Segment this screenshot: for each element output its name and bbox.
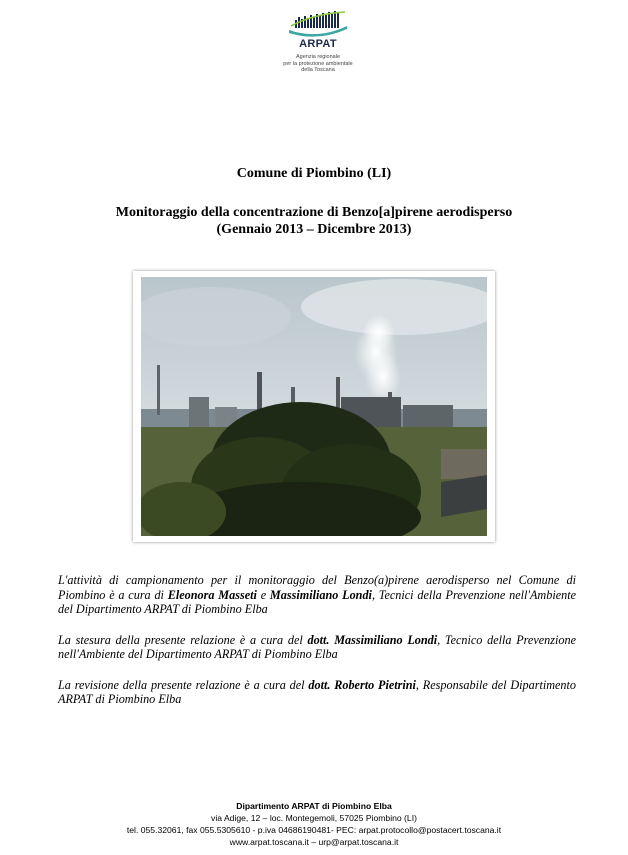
- report-title: Monitoraggio della concentrazione di Benzo[a]pirene aerodisperso: [115, 205, 513, 220]
- credit-name: dott. Roberto Pietrini: [308, 677, 416, 692]
- credits-paragraph-drafting: La stesura della presente relazione è a cura del dott. Massimiliano Londi, Tecnico della Prevenzione nell'Ambiente del Dipartimento ARPAT di Piombino Elba: [58, 632, 576, 661]
- logo-name: ARPAT: [299, 38, 337, 50]
- photo-frame: [133, 271, 495, 542]
- arpat-emblem-icon: [283, 4, 353, 40]
- credits-paragraph-review: La revisione della presente relazione è a cura del dott. Roberto Pietrini, Responsabile del Dipartimento ARPAT di Piombino Elba: [58, 677, 577, 706]
- footer-web: www.arpat.toscana.it – urp@arpat.toscana.it: [229, 837, 399, 847]
- industrial-photo-illustration: [141, 277, 487, 536]
- page-footer: [0, 800, 628, 848]
- footer-department: Dipartimento ARPAT di Piombino Elba: [236, 801, 392, 811]
- credit-name: Eleonora Masseti: [167, 587, 257, 602]
- credit-name: dott. Massimiliano Londi: [307, 632, 438, 647]
- credits-paragraph-sampling: L'attività di campionamento per il monitoraggio del Benzo(a)pirene aerodisperso nel Comune di Piombino è a cura di Eleonora Masseti e Massimiliano Londi, Tecnici della Prevenzione nell'Ambiente del Dipartimento ARPAT di Piombino Elba: [58, 573, 577, 616]
- report-period: (Gennaio 2013 – Dicembre 2013): [216, 222, 412, 237]
- footer-address: via Adige, 12 – loc. Montegemoli, 57025 Piombino (LI): [211, 813, 417, 823]
- industrial-photo: [141, 277, 487, 536]
- credits-section: [58, 573, 576, 723]
- arpat-logo: [272, 4, 364, 74]
- logo-subtitle: Agenzia regionale per la protezione ambientale della Toscana: [283, 54, 353, 73]
- credit-name: Massimiliano Londi: [269, 587, 372, 602]
- comune-heading: Comune di Piombino (LI): [236, 166, 392, 181]
- footer-contacts: tel. 055.32061, fax 055.5305610 - p.iva 04686190481- PEC: arpat.protocollo@postacert.toscana.it: [126, 825, 502, 835]
